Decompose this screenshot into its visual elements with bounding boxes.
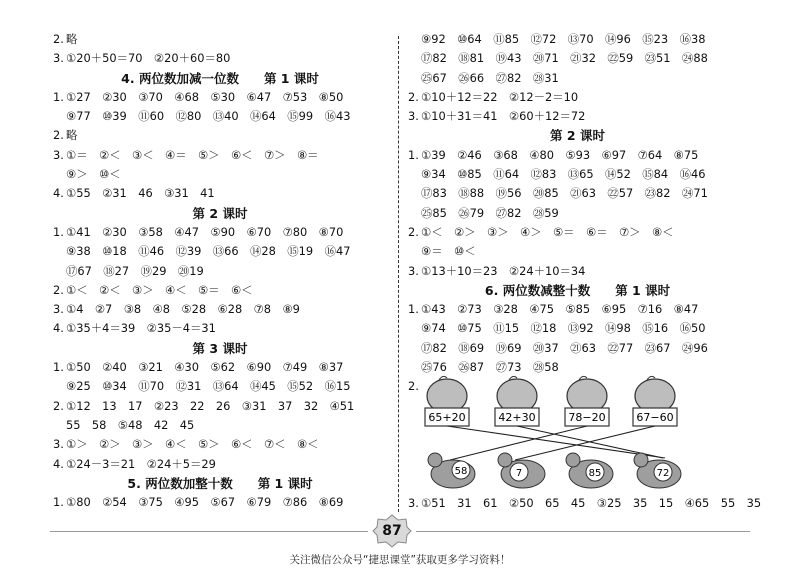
answer-line-continued: ⑨25 ⑩34 ⑪70 ⑫31 ⑬64 ⑭45 ⑮52 ⑯15 (66, 379, 351, 394)
answer-text: ①10＋12＝22 ②12－2＝10 (421, 89, 579, 104)
answer-line-continued: ⑨74 ⑩75 ⑪15 ⑫18 ⑬92 ⑭98 ⑮16 ⑯50 (421, 321, 706, 336)
answer-line (405, 107, 750, 126)
column-divider (398, 36, 399, 512)
item-number: 3. (408, 263, 419, 278)
item-number: 2. (53, 128, 64, 143)
item-number: 3. (408, 496, 419, 510)
answer-text: ①13＋10＝23 ②24＋10＝34 (421, 263, 586, 278)
answer-line (50, 281, 390, 300)
section-heading: 6. 两位数减整十数 第 1 课时 (484, 282, 671, 298)
answer-text: ①43 ②73 ③28 ④75 ⑤85 ⑥95 ⑦16 ⑧47 (421, 302, 699, 317)
matching-diagram (415, 374, 715, 496)
duck-number: 72 (656, 468, 670, 479)
item-number: 3. (53, 51, 64, 66)
item-number: 4. (53, 456, 64, 471)
matching-lines (447, 426, 665, 460)
item-number: 2. (53, 398, 64, 413)
answer-text: ①10＋31＝41 ②60＋12＝72 (421, 109, 586, 124)
answer-text: ①20＋50＝70 ②20＋60＝80 (66, 51, 231, 66)
footer-rule-left (50, 531, 368, 532)
answer-line (50, 358, 390, 377)
answer-line-continued: ㉕76 ㉖87 ㉗73 ㉘58 (421, 360, 559, 375)
section-heading: 第 2 课时 (192, 205, 248, 221)
item-number: 4. (53, 321, 64, 336)
item-number: 3. (53, 147, 64, 162)
answer-line (50, 435, 390, 454)
duck-1 (428, 453, 475, 488)
chick-sign-2 (495, 376, 539, 426)
answer-line-continued: ⑨＞ ⑩＜ (66, 167, 121, 182)
item-number: 2. (408, 89, 419, 104)
answer-line (50, 397, 390, 416)
answer-line (405, 300, 750, 319)
answer-text: ①55 ②31 46 ③31 41 (66, 186, 215, 201)
section-heading: 第 3 课时 (192, 340, 248, 356)
answer-line-continued: ⑨77 ⑩39 ⑪60 ⑫80 ⑬40 ⑭64 ⑮99 ⑯43 (66, 109, 351, 124)
page-number-badge (372, 514, 412, 548)
item-number: 2. (408, 224, 419, 239)
sign-label: 42+30 (498, 411, 536, 424)
match-line (447, 426, 665, 458)
answer-line (50, 184, 390, 203)
item-number: 1. (53, 360, 64, 375)
chick-sign-4 (633, 376, 677, 426)
answer-text: ①50 ②40 ③21 ④30 ⑤62 ⑥90 ⑦49 ⑧37 (66, 360, 344, 375)
answer-text: ①51 31 61 ②50 65 45 ③25 35 15 ④65 55 35 (421, 496, 762, 510)
answer-line (50, 126, 390, 145)
item-number: 3. (53, 437, 64, 452)
answer-line (405, 88, 750, 107)
footer-rule-right (416, 531, 750, 532)
answer-text: ①4 ②7 ③8 ④8 ⑤28 ⑥28 ⑦8 ⑧9 (66, 302, 300, 317)
answer-text: ①27 ②30 ③70 ④68 ⑤30 ⑥47 ⑦53 ⑧50 (66, 89, 344, 104)
answer-line (50, 493, 390, 512)
answer-line (50, 88, 390, 107)
section-heading: 4. 两位数加减一位数 第 1 课时 (121, 70, 319, 86)
page-number: 87 (382, 523, 402, 539)
item-number: 2. (53, 32, 64, 46)
sign-label: 65+20 (428, 411, 466, 424)
answer-text: ①35＋4＝39 ②35－4＝31 (66, 321, 216, 336)
section-heading: 5. 两位数加整十数 第 1 课时 (127, 475, 313, 491)
item-number: 3. (408, 109, 419, 124)
answer-line-continued: ㉕85 ㉖79 ㉗82 ㉘59 (421, 205, 559, 220)
answer-text: ①41 ②30 ③58 ④47 ⑤90 ⑥70 ⑦80 ⑧70 (66, 224, 344, 239)
answer-text: 略 (66, 128, 78, 143)
answer-line-continued: ⑨＝ ⑩＜ (421, 244, 476, 259)
answer-line (50, 49, 390, 68)
answer-text: ①＜ ②＞ ③＞ ④＞ ⑤＝ ⑥＝ ⑦＞ ⑧＜ (421, 224, 674, 239)
item-number: 4. (53, 186, 64, 201)
answer-line (405, 146, 750, 165)
answer-line (50, 223, 390, 242)
answer-text: 略 (66, 32, 78, 46)
duck-number: 58 (454, 466, 468, 477)
section-heading: 第 2 课时 (550, 128, 605, 144)
answer-line (50, 319, 390, 338)
answer-text: ①39 ②46 ③68 ④80 ⑤93 ⑥97 ⑦64 ⑧75 (421, 147, 699, 162)
item-number: 2. (53, 282, 64, 297)
right-column (405, 30, 750, 397)
answer-line (405, 262, 750, 281)
item-number: 1. (53, 89, 64, 104)
answer-line-continued: ⑨34 ⑩85 ⑪64 ⑫83 ⑬65 ⑭52 ⑮84 ⑯46 (421, 167, 706, 182)
answer-text: ①12 13 17 ②23 22 26 ③31 37 32 ④51 (66, 398, 355, 413)
answer-line-continued: ⑰67 ⑱27 ⑲29 ⑳19 (66, 263, 204, 278)
answer-line (50, 455, 390, 474)
answer-line (405, 223, 750, 242)
left-column (50, 30, 390, 512)
item-number: 1. (408, 302, 419, 317)
answer-text: ①＞ ②＞ ③＞ ④＜ ⑤＞ ⑥＜ ⑦＜ ⑧＜ (66, 437, 319, 452)
answer-line-continued: ⑰83 ⑱88 ⑲56 ⑳85 ㉑63 ㉒57 ㉓82 ㉔71 (421, 186, 708, 201)
item-number: 1. (53, 495, 64, 510)
sign-label: 67−60 (636, 411, 674, 424)
match-line (515, 426, 655, 460)
answer-line (405, 494, 781, 513)
sign-label: 78−20 (568, 411, 606, 424)
answer-line (50, 30, 390, 49)
answer-line-continued: 55 58 ⑤48 42 45 (66, 417, 195, 432)
chick-sign-3 (565, 376, 609, 426)
answer-text: ①80 ②54 ③75 ④95 ⑤67 ⑥79 ⑦86 ⑧69 (66, 495, 344, 510)
chick-sign-1 (425, 376, 469, 426)
answer-line-continued: ㉕67 ㉖66 ㉗82 ㉘31 (421, 70, 559, 85)
answer-line-continued: ⑰82 ⑱81 ⑲43 ⑳71 ㉑32 ㉒59 ㉓51 ㉔88 (421, 51, 708, 66)
item-number: 2. (408, 379, 419, 394)
answer-text: ①24－3＝21 ②24＋5＝29 (66, 456, 216, 471)
footer-note: 关注微信公众号“捷思课堂”获取更多学习资料！ (289, 554, 511, 566)
item-number: 1. (53, 224, 64, 239)
duck-3 (566, 453, 613, 488)
answer-line-continued: ⑨38 ⑩18 ⑪46 ⑫39 ⑬66 ⑭28 ⑮19 ⑯47 (66, 244, 351, 259)
item-number: 3. (53, 302, 64, 317)
answer-line (50, 300, 390, 319)
answer-text: ①＜ ②＜ ③＞ ④＜ ⑤＝ ⑥＜ (66, 282, 253, 297)
answer-text: ①＝ ②＜ ③＜ ④＝ ⑤＞ ⑥＜ ⑦＞ ⑧＝ (66, 147, 319, 162)
duck-4 (634, 453, 681, 488)
duck-number: 85 (588, 468, 602, 479)
answer-line (50, 146, 390, 165)
item-number: 1. (408, 147, 419, 162)
duck-number: 7 (515, 468, 523, 479)
answer-line-continued: ⑰82 ⑱69 ⑲69 ⑳37 ㉑63 ㉒77 ㉓67 ㉔96 (421, 340, 708, 355)
answer-line-continued: ⑨92 ⑩64 ⑪85 ⑫72 ⑬70 ⑭96 ⑮23 ⑯38 (421, 32, 706, 46)
